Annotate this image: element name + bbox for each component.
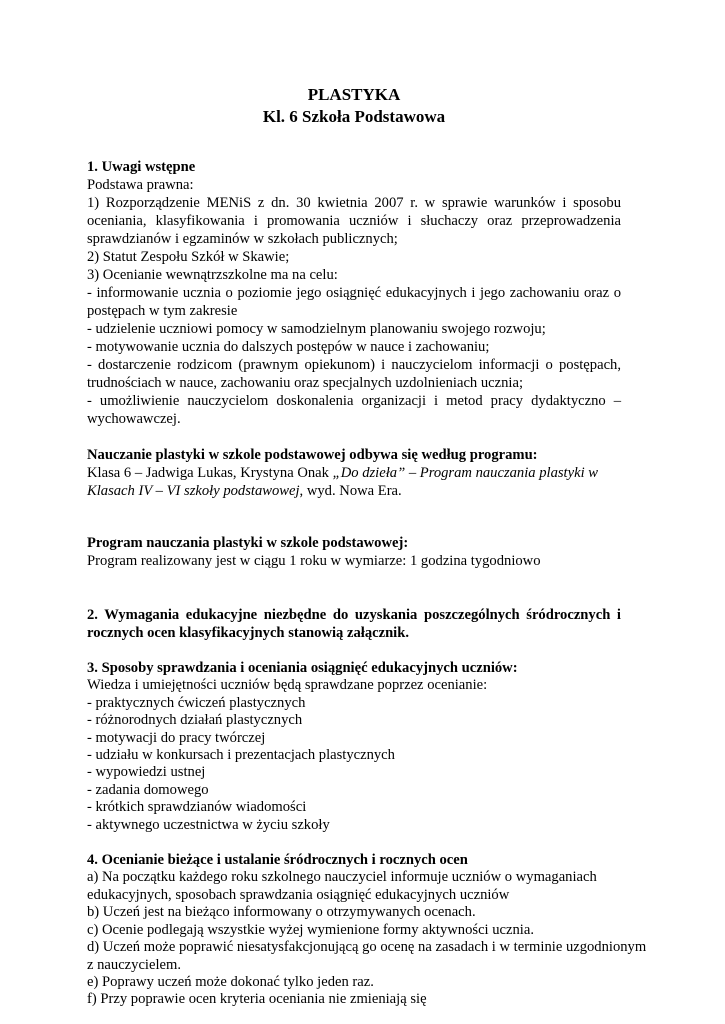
section-grading <box>87 852 647 1009</box>
list-item: - wypowiedzi ustnej <box>87 764 206 781</box>
program-line-2 <box>87 482 621 500</box>
grading-item-d: d) Uczeń może poprawić niesatysfakcjonującą go ocenę na zasadach i w terminie uzgodnionym <box>87 939 647 956</box>
assessment-intro: Wiedza i umiejętności uczniów będą sprawdzane poprzez ocenianie: <box>87 677 488 694</box>
section-general-remarks <box>87 158 621 428</box>
section-1-heading: 1. Uwagi wstępne <box>87 159 196 175</box>
list-item: - udziału w konkursach i prezentacjach plastycznych <box>87 747 395 764</box>
document-title: PLASTYKA <box>307 85 401 104</box>
program-title-part-2: Klasach IV – VI szkoły podstawowej <box>87 483 300 499</box>
list-item: - motywacji do pracy twórczej <box>87 729 266 746</box>
section-assessment-methods <box>87 660 621 834</box>
program-schedule-text: Program realizowany jest w ciągu 1 roku w wymiarze: 1 godzina tygodniowo <box>87 553 541 569</box>
program-line-1 <box>87 464 621 482</box>
program-schedule-heading: Program nauczania plastyki w szkole podstawowej: <box>87 535 409 551</box>
document-subtitle: Kl. 6 Szkoła Podstawowa <box>262 107 446 126</box>
section-4-heading: 4. Ocenianie bieżące i ustalanie śródrocznych i rocznych ocen <box>87 852 468 869</box>
list-item: - zadania domowego <box>87 781 209 798</box>
grading-item-a: a) Na początku każdego roku szkolnego nauczyciel informuje uczniów o wymaganiach <box>87 869 597 886</box>
goal-item: - umożliwienie nauczycielom doskonalenia organizacji i metod pracy dydaktyczno – wychowawczej. <box>87 393 621 427</box>
section-program-schedule <box>87 534 621 570</box>
program-heading: Nauczanie plastyki w szkole podstawowej odbywa się według programu: <box>87 447 538 463</box>
list-item: - aktywnego uczestnictwa w życiu szkoły <box>87 816 330 833</box>
goal-item: - dostarczenie rodzicom (prawnym opiekunom) i nauczycielom informacji o postępach, trudnościach w nauce, zachowaniu oraz specjalnych uzdolnieniach ucznia; <box>87 357 621 391</box>
legal-basis-item-1: 1) Rozporządzenie MENiS z dn. 30 kwietnia 2007 r. w sprawie warunków i sposobu oceniania, klasyfikowania i promowania uczniów i słuchaczy oraz przeprowadzenia sprawdzianów i egzaminów w szkołach publicznych; <box>87 195 621 247</box>
section-2-heading: 2. Wymagania edukacyjne niezbędne do uzyskania poszczególnych śródrocznych i rocznych ocen klasyfikacyjnych stanowią załącznik. <box>87 607 621 641</box>
list-item: - praktycznych ćwiczeń plastycznych <box>87 694 306 711</box>
legal-basis-item-3: 3) Ocenianie wewnątrzszkolne ma na celu: <box>87 267 338 283</box>
grading-item-f: f) Przy poprawie ocen kryteria oceniania nie zmieniają się <box>87 991 427 1008</box>
goal-item: - informowanie ucznia o poziomie jego osiągnięć edukacyjnych i jego zachowaniu oraz o postępach w tym zakresie <box>87 285 621 319</box>
program-title-part-1: „Do dzieła” – Program nauczania plastyki w <box>332 465 599 481</box>
grading-item-b: b) Uczeń jest na bieżąco informowany o otrzymywanych ocenach. <box>87 904 476 921</box>
legal-basis-item-2: 2) Statut Zespołu Szkół w Skawie; <box>87 249 290 265</box>
section-3-heading: 3. Sposoby sprawdzania i oceniania osiągnięć edukacyjnych uczniów: <box>87 660 518 676</box>
legal-basis-label: Podstawa prawna: <box>87 177 194 193</box>
goal-item: - motywowanie ucznia do dalszych postępów w nauce i zachowaniu; <box>87 339 490 355</box>
grading-item-e: e) Poprawy uczeń może dokonać tylko jeden raz. <box>87 973 374 990</box>
list-item: - różnorodnych działań plastycznych <box>87 712 303 729</box>
program-publisher: , wyd. Nowa Era. <box>299 483 402 499</box>
section-requirements <box>87 606 621 642</box>
goal-item: - udzielenie uczniowi pomocy w samodzielnym planowaniu swojego rozwoju; <box>87 321 546 337</box>
section-program <box>87 446 621 500</box>
grading-item-c: c) Ocenie podlegają wszystkie wyżej wymienione formy aktywności ucznia. <box>87 921 534 938</box>
grading-item-a-cont: edukacyjnych, sposobach sprawdzania osiągnięć edukacyjnych uczniów <box>87 886 510 903</box>
list-item: - krótkich sprawdzianów wiadomości <box>87 799 307 816</box>
program-class-authors: Klasa 6 – Jadwiga Lukas, Krystyna Onak <box>87 465 333 481</box>
grading-item-d-cont: z nauczycielem. <box>87 956 181 973</box>
